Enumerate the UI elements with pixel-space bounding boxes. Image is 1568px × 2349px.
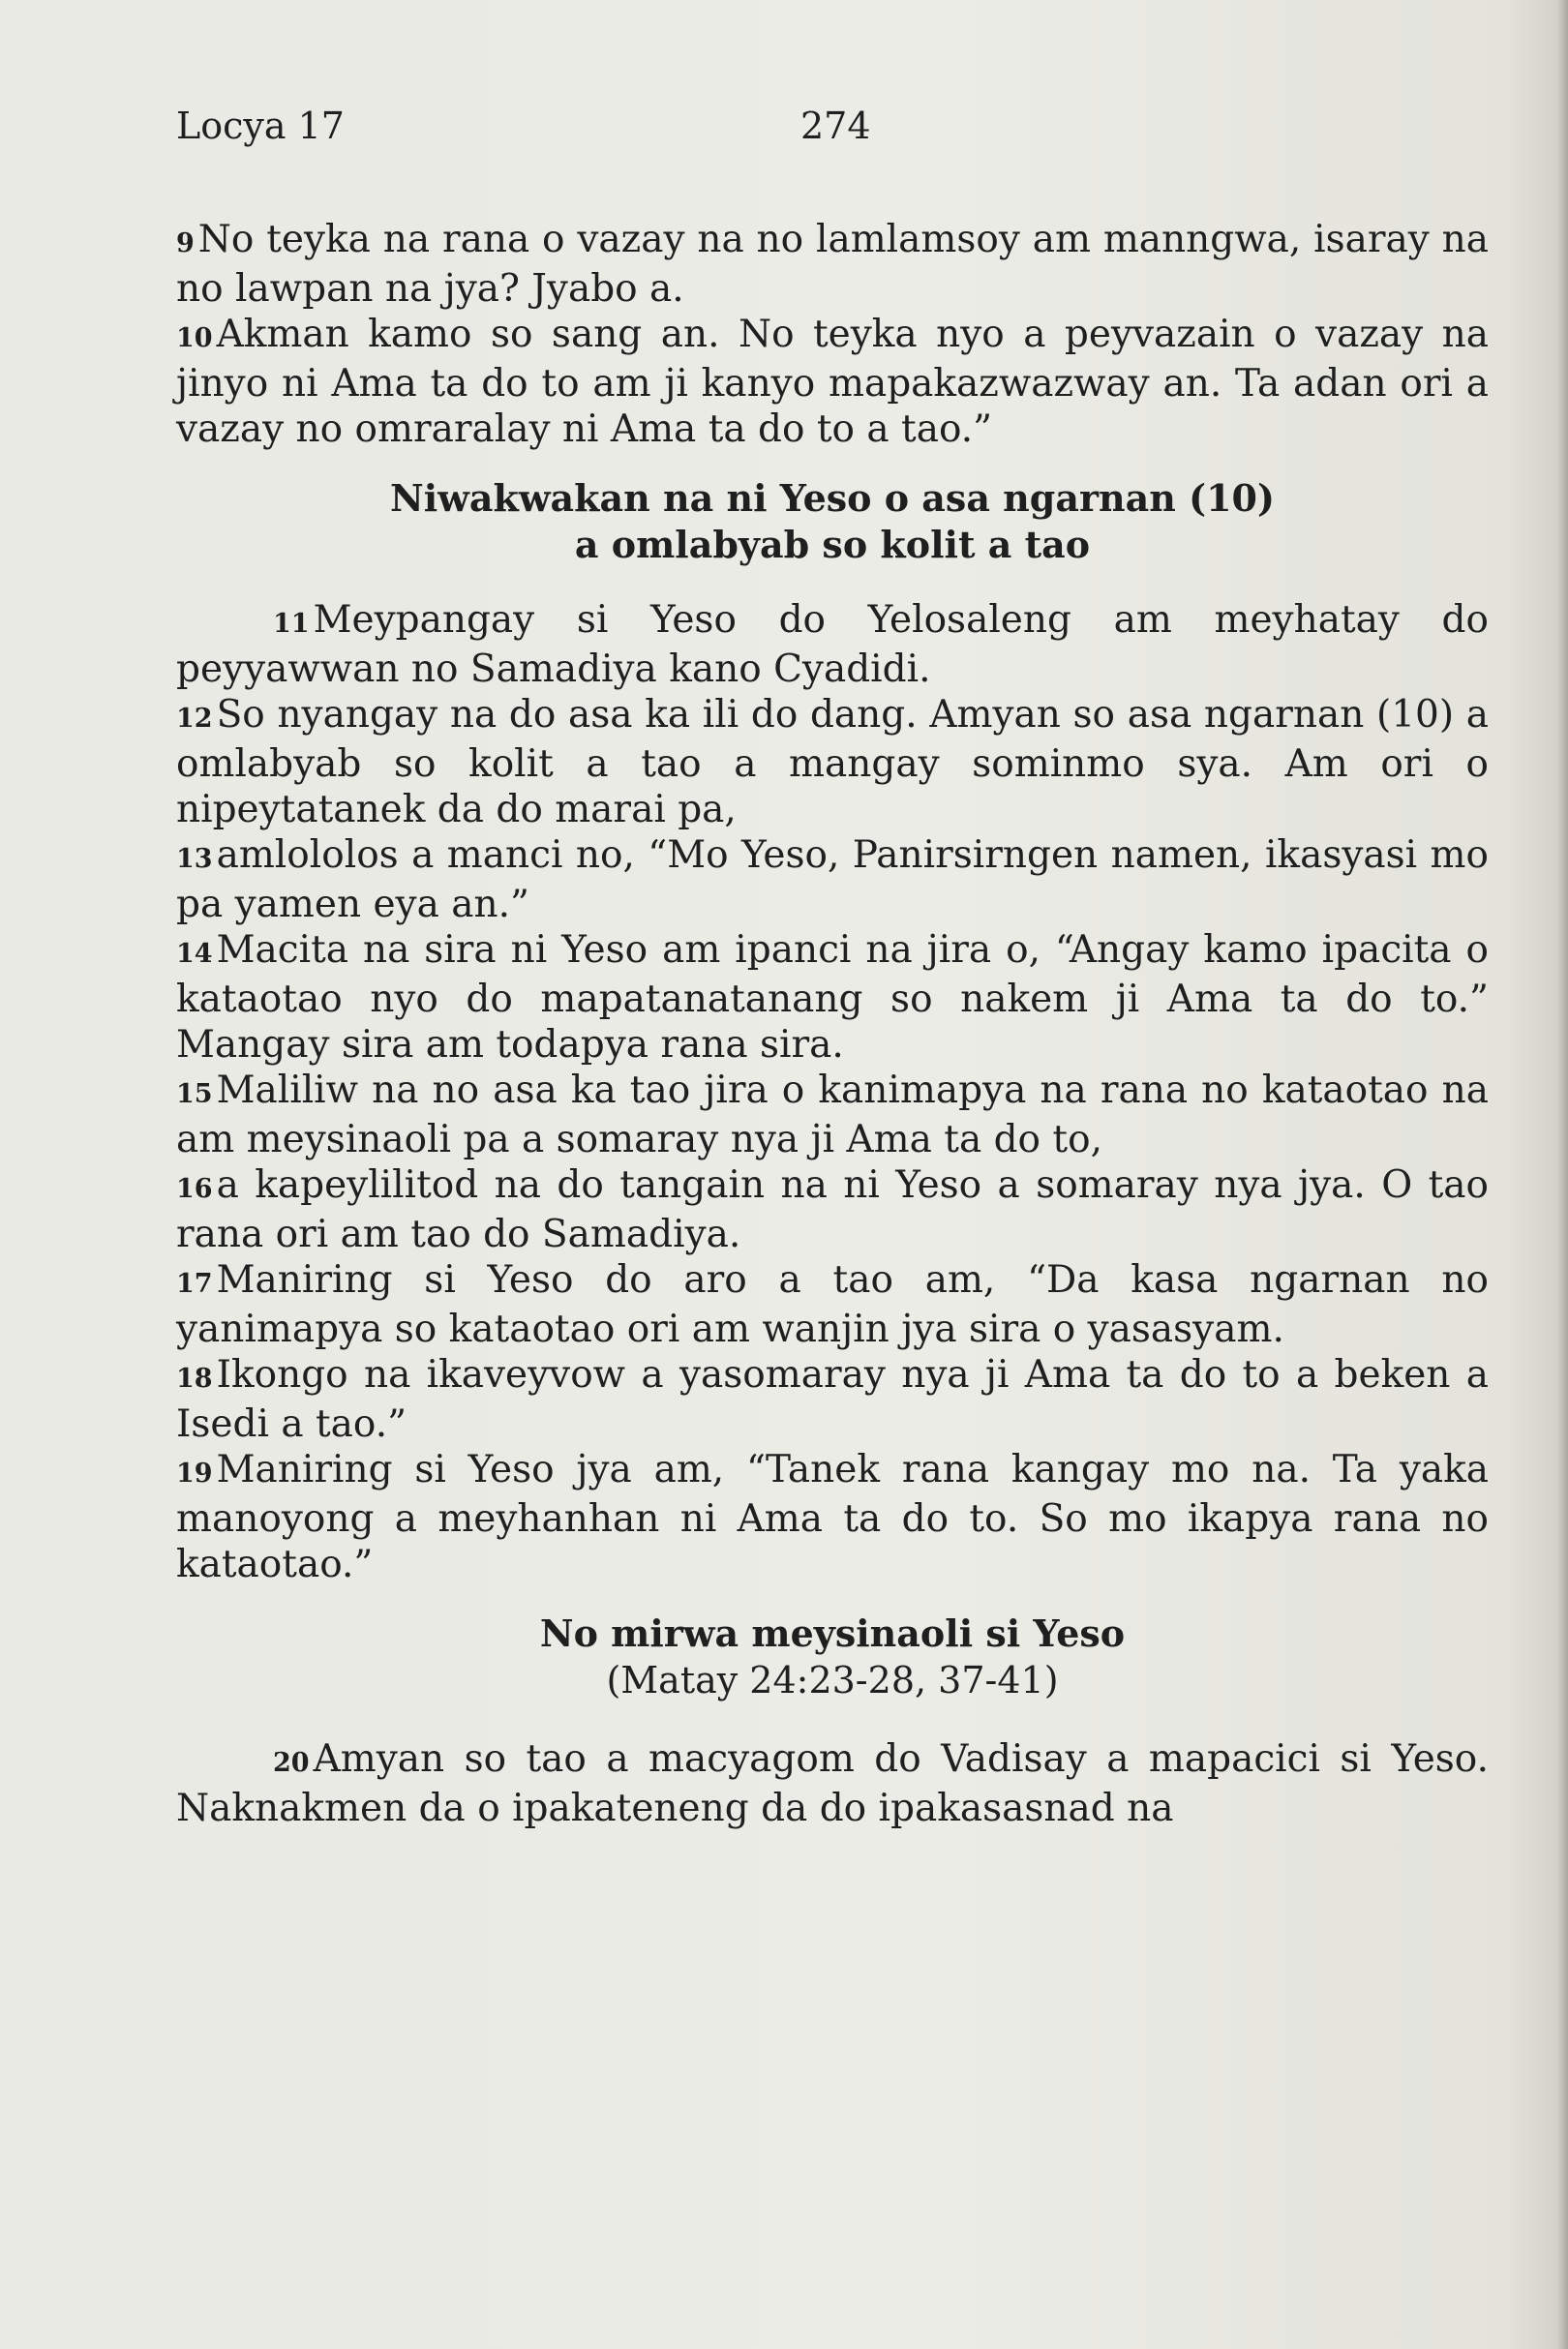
verse-text: Amyan so tao a macyagom do Vadisay a mapacici si Yeso. Naknakmen da o ipakateneng da do ipakasasnad na [176,1737,1489,1830]
verse-17 [176,1257,1489,1352]
verse-14 [176,927,1489,1068]
page-edge [1556,0,1568,2349]
verse-11 [176,597,1489,692]
verse-16 [176,1162,1489,1257]
page-number: 274 [800,105,871,147]
verse-number: 9 [176,228,195,258]
verse-number: 18 [176,1364,213,1394]
verse-number: 19 [176,1459,213,1489]
verse-text: Ikongo na ikaveyvow a yasomaray nya ji Ama ta do to a beken a Isedi a tao.” [176,1353,1489,1446]
section-heading-title: No mirwa meysinaoli si Yeso [539,1611,1126,1655]
verse-9 [176,217,1489,312]
verse-number: 12 [176,704,213,734]
verse-text: Macita na sira ni Yeso am ipanci na jira o, “Angay kamo ipacita o kataotao nyo do mapatanatanang so nakem ji Ama ta do to.” Mangay sira am todapya rana sira. [176,928,1489,1067]
verse-number: 13 [176,844,213,874]
verse-10 [176,312,1489,452]
verse-text: Meypangay si Yeso do Yelosaleng am meyhatay do peyyawwan no Samadiya kano Cyadidi. [176,598,1489,691]
verse-number: 14 [176,939,213,969]
verse-number: 16 [176,1174,213,1204]
verse-20 [176,1736,1489,1831]
verse-number: 17 [176,1269,213,1299]
running-head: Locya 17 [176,105,345,147]
verse-text: Maniring si Yeso do aro a tao am, “Da kasa ngarnan no yanimapya so kataotao ori am wanjin jya sira o yasasyam. [176,1258,1489,1351]
spacer [176,1587,1489,1611]
verse-number: 11 [273,609,310,639]
page-header [176,97,1493,155]
section-heading-line-1: Niwakwakan na ni Yeso o asa ngarnan (10) [390,476,1275,520]
verse-19 [176,1447,1489,1587]
verse-13 [176,832,1489,927]
body-text [176,217,1489,1831]
verse-text: Maliliw na no asa ka tao jira o kanimapya na rana no kataotao na am meysinaoli pa a somaray nya ji Ama ta do to, [176,1069,1489,1161]
verse-number: 10 [176,323,213,353]
spacer [176,568,1489,597]
verse-text: So nyangay na do asa ka ili do dang. Amyan so asa ngarnan (10) a omlabyab so kolit a tao a mangay sominmo sya. Am ori o nipeytatanek da do marai pa, [176,693,1489,831]
verse-text: a kapeylilitod na do tangain na ni Yeso a somaray nya jya. O tao rana ori am tao do Samadiya. [176,1163,1489,1256]
verse-text: amlololos a manci no, “Mo Yeso, Panirsirngen namen, ikasyasi mo pa yamen eya an.” [176,833,1489,926]
verse-number: 20 [273,1748,310,1778]
verse-15 [176,1068,1489,1162]
verse-18 [176,1352,1489,1447]
verse-text: Maniring si Yeso jya am, “Tanek rana kangay mo na. Ta yaka manoyong a meyhanhan ni Ama ta do to. So mo ikapya rana no kataotao.” [176,1448,1489,1586]
spacer [176,1703,1489,1736]
section-heading-reference: (Matay 24:23-28, 37-41) [606,1659,1059,1702]
verse-number: 15 [176,1079,213,1109]
spacer [176,452,1489,475]
verse-text: Akman kamo so sang an. No teyka nyo a peyvazain o vazay na jinyo ni Ama ta do to am ji kanyo mapakazwazway an. Ta adan ori a vazay no omraralay ni Ama ta do to a tao.” [176,313,1489,451]
verse-12 [176,692,1489,832]
verse-text: No teyka na rana o vazay na no lamlamsoy am manngwa, isaray na no lawpan na jya? Jyabo a. [176,218,1489,311]
section-heading-line-2: a omlabyab so kolit a tao [574,523,1091,566]
